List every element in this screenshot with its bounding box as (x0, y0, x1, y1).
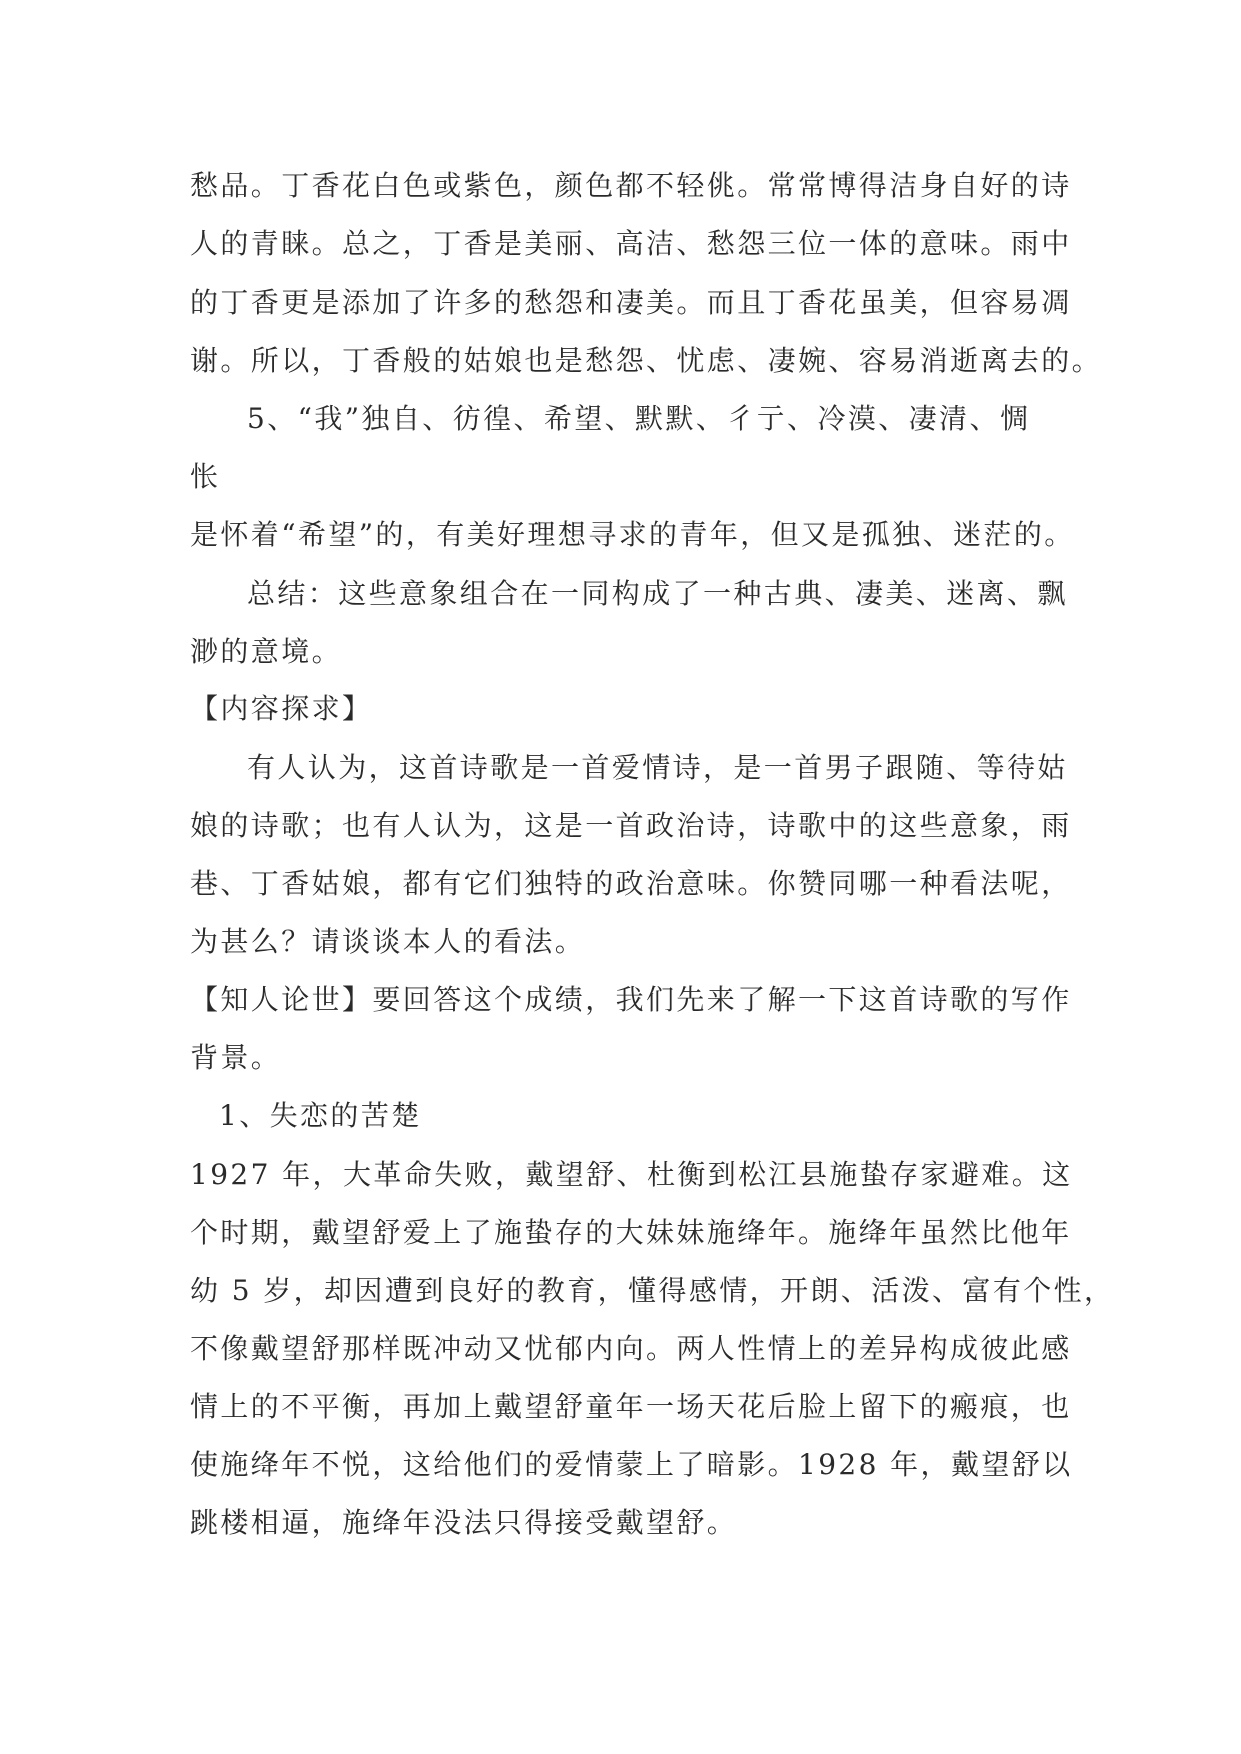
text-line: 总结：这些意象组合在一同构成了一种古典、凄美、迷离、飘 (247, 577, 1068, 610)
text-line: 的丁香更是添加了许多的愁怨和凄美。而且丁香花虽美，但容易凋 (190, 286, 1072, 319)
text-line: 愁品。丁香花白色或紫色，颜色都不轻佻。常常博得洁身自好的诗 (190, 169, 1072, 202)
text-line: 5、“我”独自、彷徨、希望、默默、彳亍、冷漠、凄清、惆 (247, 402, 1031, 435)
text-line: 有人认为，这首诗歌是一首爱情诗，是一首男子跟随、等待姑 (247, 751, 1068, 784)
text-line: 为甚么？请谈谈本人的看法。 (190, 925, 586, 958)
subsection-heading: 1、失恋的苦楚 (219, 1099, 422, 1132)
text-line: 怅 (190, 460, 221, 493)
text-line: 渺的意境。 (190, 635, 343, 668)
text-line: 个时期，戴望舒爱上了施蛰存的大妹妹施绛年。施绛年虽然比他年 (190, 1216, 1072, 1249)
text-line: 跳楼相逼，施绛年没法只得接受戴望舒。 (190, 1506, 738, 1539)
text-line: 情上的不平衡，再加上戴望舒童年一场天花后脸上留下的瘢痕，也 (190, 1390, 1072, 1423)
text-line: 巷、丁香姑娘，都有它们独特的政治意味。你赞同哪一种看法呢， (190, 867, 1072, 900)
text-line: 幼 5 岁，却因遭到良好的教育，懂得感情，开朗、活泼、富有个性， (190, 1274, 1115, 1307)
text-line: 谢。所以，丁香般的姑娘也是愁怨、忧虑、凄婉、容易消逝离去的。 (190, 344, 1103, 377)
section-heading: 【知人论世】要回答这个成绩，我们先来了解一下这首诗歌的写作 (190, 983, 1072, 1016)
text-line: 1927 年，大革命失败，戴望舒、杜衡到松江县施蛰存家避难。这 (190, 1158, 1073, 1191)
text-line: 不像戴望舒那样既冲动又忧郁内向。两人性情上的差异构成彼此感 (190, 1332, 1072, 1365)
text-line: 娘的诗歌；也有人认为，这是一首政治诗，诗歌中的这些意象，雨 (190, 809, 1072, 842)
text-line: 是怀着“希望”的，有美好理想寻求的青年，但又是孤独、迷茫的。 (190, 518, 1075, 551)
section-heading: 【内容探求】 (190, 692, 373, 725)
text-line: 背景。 (190, 1041, 282, 1074)
text-line: 使施绛年不悦，这给他们的爱情蒙上了暗影。1928 年，戴望舒以 (190, 1448, 1073, 1481)
text-line: 人的青睐。总之，丁香是美丽、高洁、愁怨三位一体的意味。雨中 (190, 227, 1072, 260)
